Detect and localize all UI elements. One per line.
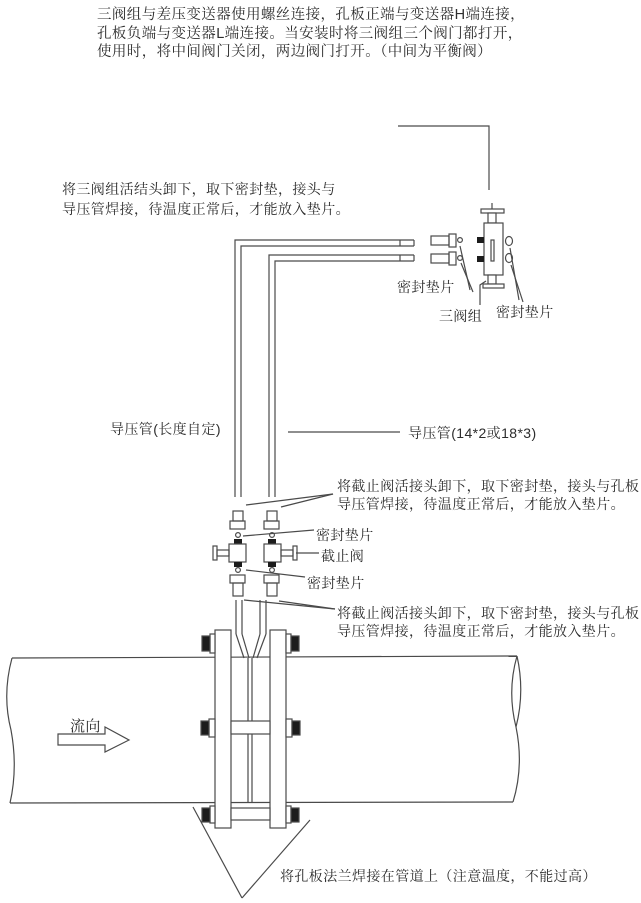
manifold-note-line1: 将三阀组活结头卸下，取下密封垫，接头与 bbox=[62, 181, 336, 197]
seal-gasket-label-right: 密封垫片 bbox=[496, 304, 554, 320]
top-note-line3: 使用时，将中间阀门关闭，两边阀门打开。（中间为平衡阀） bbox=[97, 44, 493, 60]
top-note-line1: 三阀组与差压变送器使用螺丝连接，孔板正端与变送器H端连接， bbox=[97, 7, 526, 23]
manifold-note-line2: 导压管焊接，待温度正常后，才能放入垫片。 bbox=[62, 201, 350, 217]
shutoff-valve-label: 截止阀 bbox=[321, 548, 365, 564]
impulse-pipe-label-right: 导压管(14*2或18*3) bbox=[408, 425, 537, 441]
shutoff-note-lower-line1: 将截止阀活接头卸下，取下密封垫，接头与孔板 bbox=[337, 605, 640, 621]
seal-gasket-label-mid-lower: 密封垫片 bbox=[307, 575, 365, 591]
shutoff-instruction-note-upper bbox=[337, 477, 639, 513]
orifice-flange-drawing bbox=[201, 630, 300, 828]
three-valve-manifold-label: 三阀组 bbox=[439, 308, 483, 324]
shutoff-instruction-note-lower bbox=[337, 604, 639, 640]
flow-direction-label: 流向 bbox=[70, 718, 101, 735]
shutoff-note-upper-line2: 导压管焊接，待温度正常后，才能放入垫片。 bbox=[337, 496, 625, 512]
top-note-line2: 孔板负端与变送器L端连接。当安装时将三阀组三个阀门都打开， bbox=[97, 25, 523, 42]
manifold-fittings-drawing bbox=[431, 234, 462, 265]
shutoff-note-upper-line1: 将截止阀活接头卸下，取下密封垫，接头与孔板 bbox=[337, 478, 640, 494]
seal-gasket-label-mid-upper: 密封垫片 bbox=[316, 527, 374, 543]
impulse-pipe-right-drawing bbox=[269, 255, 414, 497]
bottom-instruction-note: 将孔板法兰焊接在管道上（注意温度，不能过高） bbox=[280, 868, 597, 884]
shutoff-note-lower-line2: 导压管焊接，待温度正常后，才能放入垫片。 bbox=[337, 623, 625, 639]
top-instruction-note bbox=[97, 6, 525, 62]
manifold-instruction-note bbox=[62, 179, 350, 219]
impulse-pipe-label-left: 导压管(长度自定) bbox=[110, 421, 221, 437]
three-valve-manifold-drawing bbox=[477, 203, 513, 288]
transmitter-connection-line bbox=[398, 126, 489, 190]
seal-gasket-label-left: 密封垫片 bbox=[397, 279, 455, 295]
impulse-pipe-left-drawing bbox=[235, 240, 414, 497]
